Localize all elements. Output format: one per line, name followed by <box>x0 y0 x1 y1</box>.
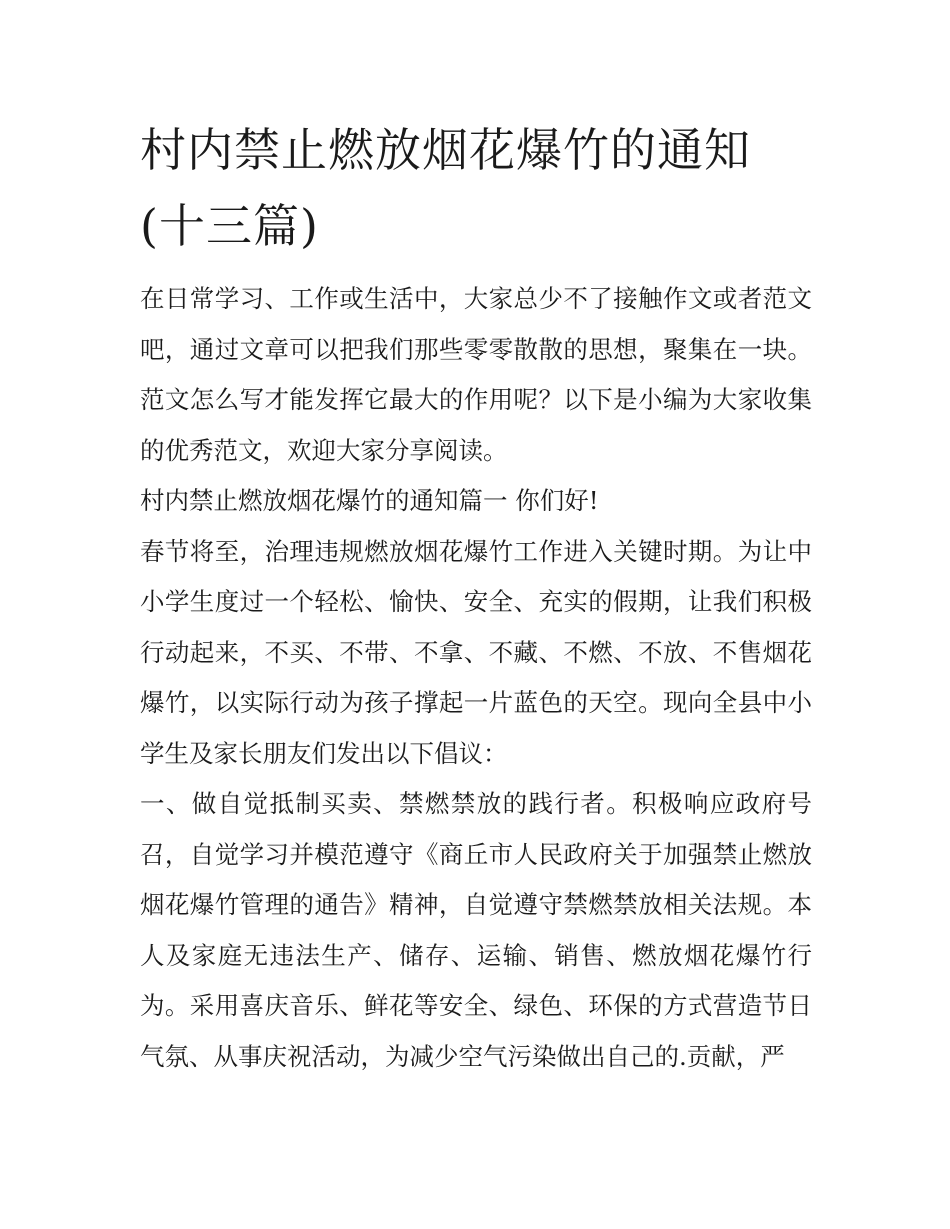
document-body <box>140 274 812 1082</box>
title-line-1: 村内禁止燃放烟花爆竹的通知 <box>140 123 751 177</box>
body-paragraph: 一、做自觉抵制买卖、禁燃禁放的践行者。积极响应政府号召，自觉学习并模范遵守《商丘市人民政府关于加强禁止燃放烟花爆竹管理的通告》精神，自觉遵守禁燃禁放相关法规。本人及家庭无违法生产、储存、运输、销售、燃放烟花爆竹行为。采用喜庆音乐、鲜花等安全、绿色、环保的方式营造节日气氛、从事庆祝活动，为减少空气污染做出自己的.贡献，严 <box>140 789 812 1071</box>
section-heading-paragraph: 村内禁止燃放烟花爆竹的通知篇一 你们好! <box>140 486 599 515</box>
document-title <box>140 112 812 264</box>
intro-paragraph: 在日常学习、工作或生活中，大家总少不了接触作文或者范文吧，通过文章可以把我们那些零零散散的思想，聚集在一块。范文怎么写才能发挥它最大的作用呢？以下是小编为大家收集的优秀范文，欢迎大家分享阅读。 <box>140 284 812 465</box>
title-line-2: (十三篇) <box>140 199 319 253</box>
document-page <box>140 112 812 1082</box>
body-paragraph: 春节将至，治理违规燃放烟花爆竹工作进入关键时期。为让中小学生度过一个轻松、愉快、安全、充实的假期，让我们积极行动起来，不买、不带、不拿、不藏、不燃、不放、不售烟花爆竹，以实际行动为孩子撑起一片蓝色的天空。现向全县中小学生及家长朋友们发出以下倡议： <box>140 536 812 768</box>
